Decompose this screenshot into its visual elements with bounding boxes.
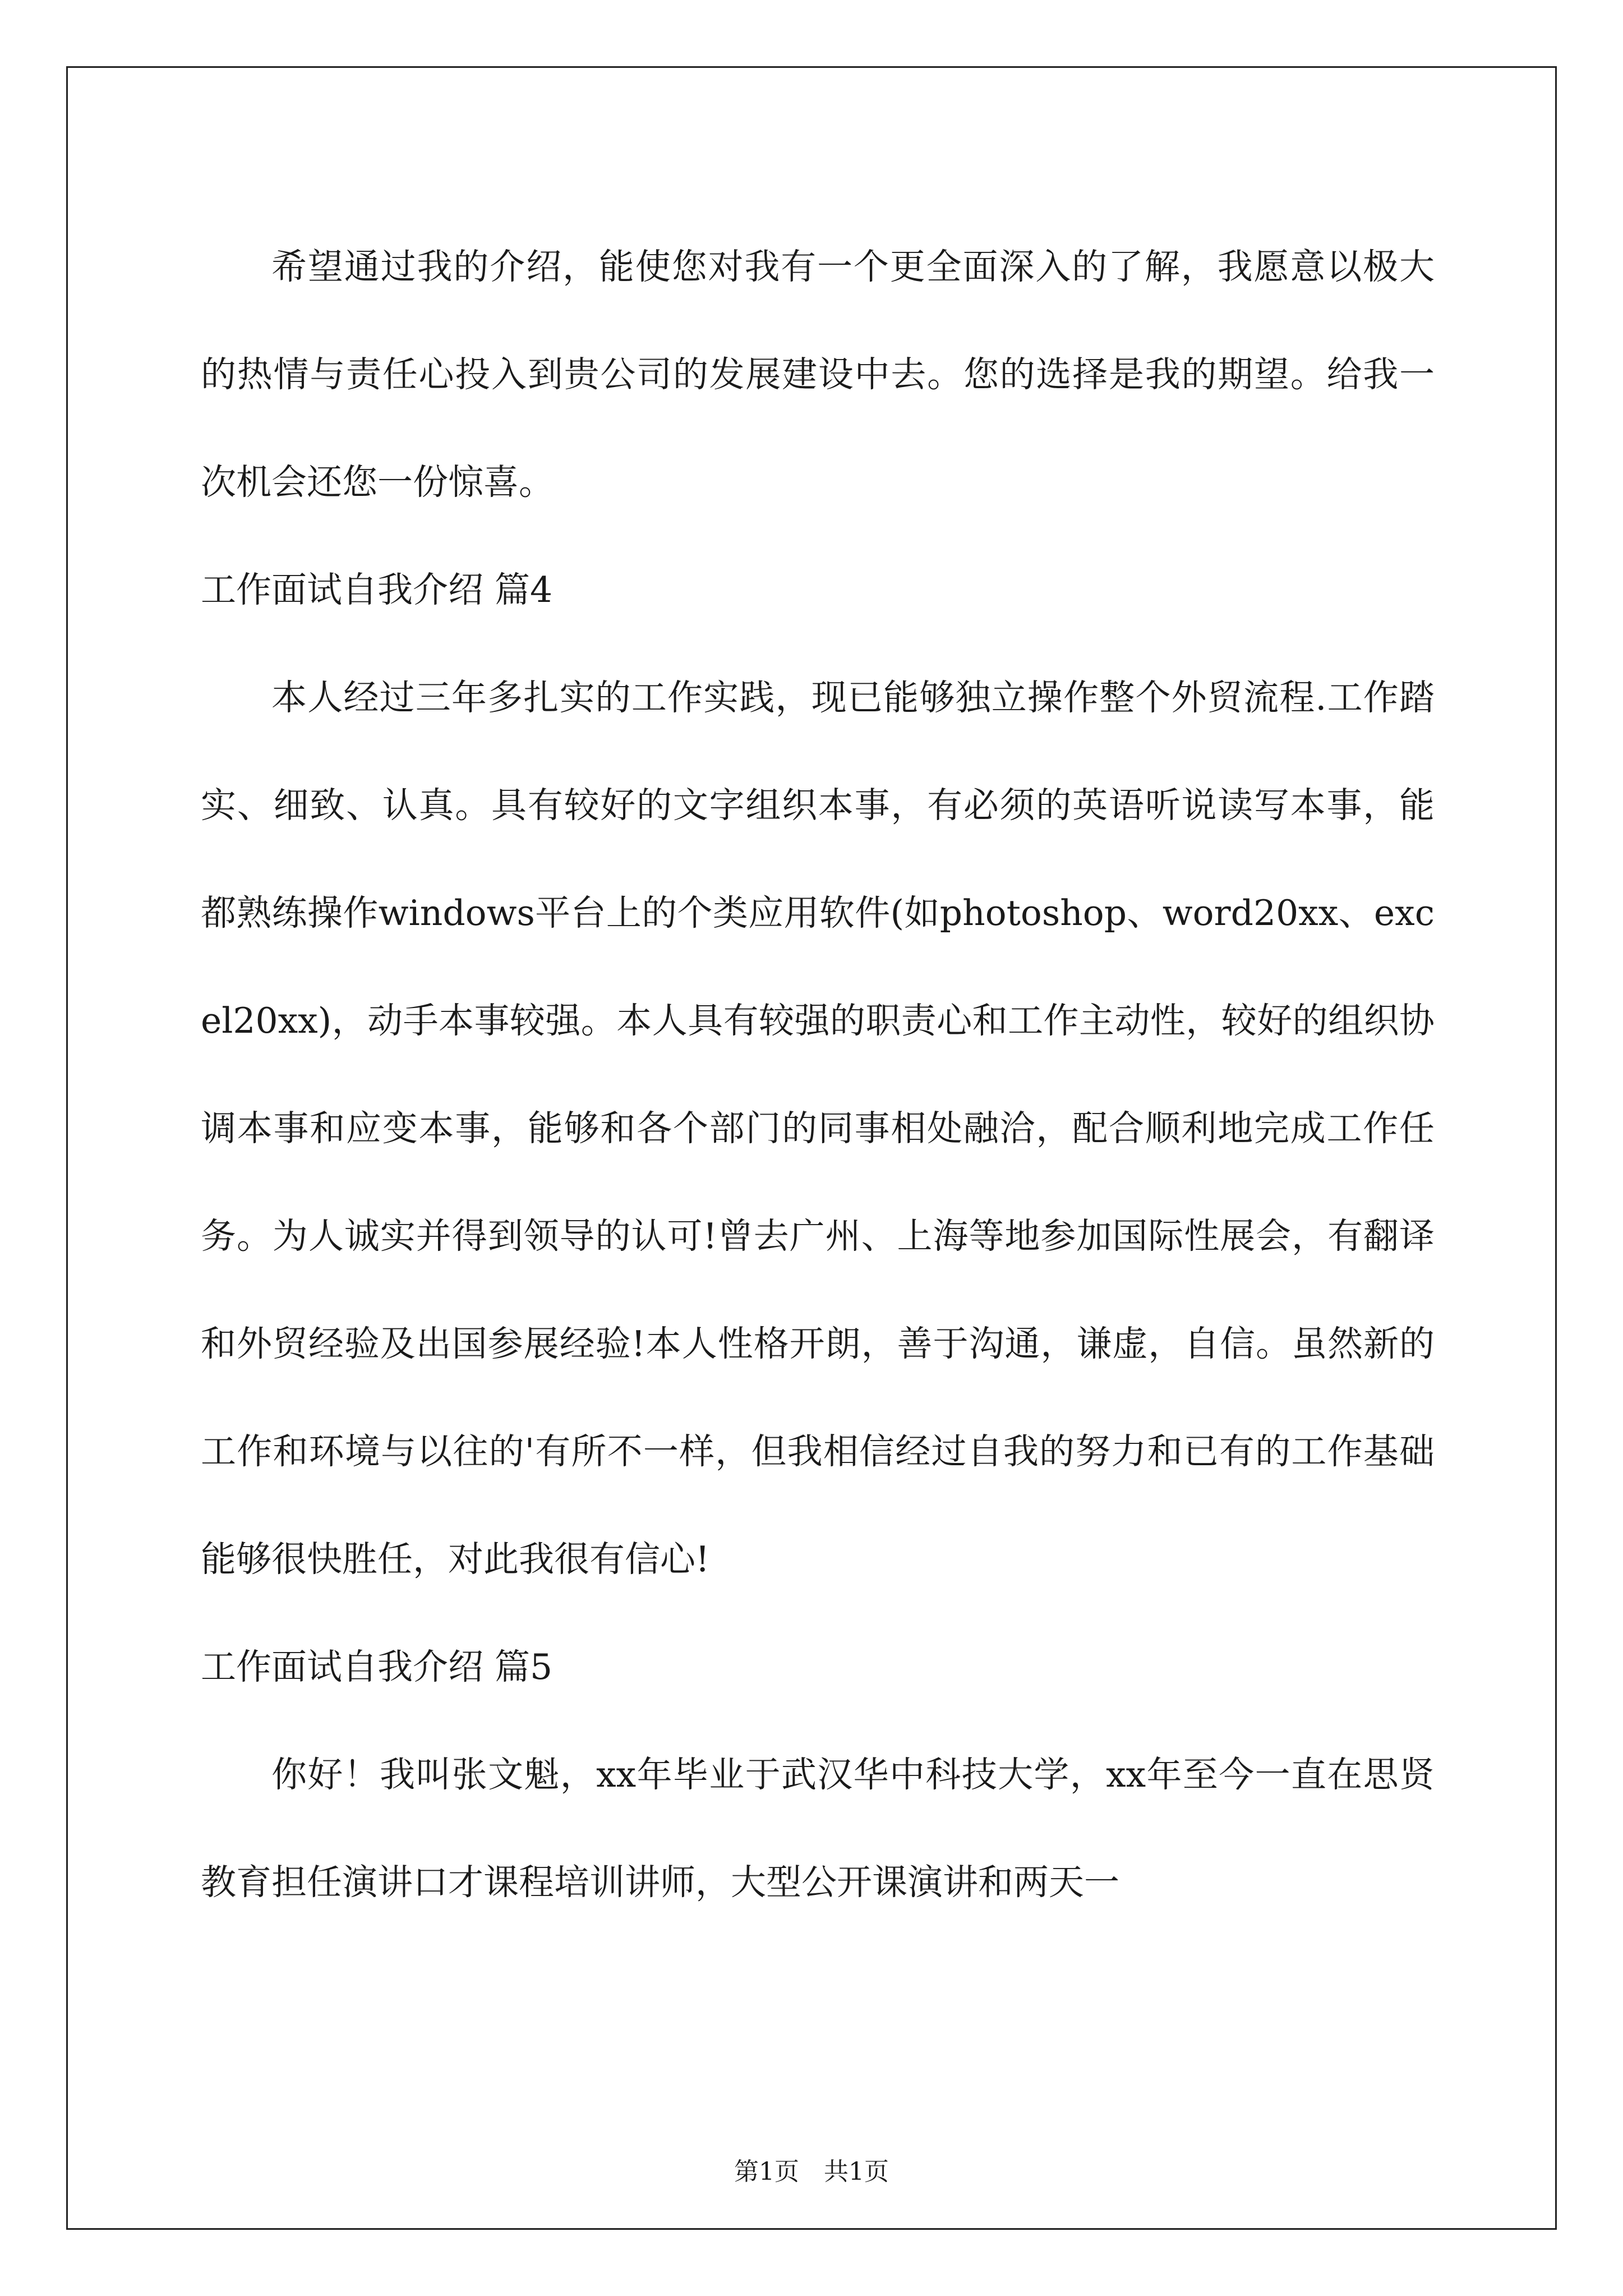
section-heading-4: 工作面试自我介绍 篇4 (201, 569, 553, 610)
paragraph-section-4: 本人经过三年多扎实的工作实践，现已能够独立操作整个外贸流程.工作踏实、细致、认真。具有较好的文字组织本事，有必须的英语听说读写本事，能都熟练操作windows平台上的个类应用软件(如photoshop、word20xx、excel20xx)，动手本事较强。本人具有较强的职责心和工作主动性，较好的组织协调本事和应变本事，能够和各个部门的同事相处融洽，配合顺利地完成工作任务。为人诚实并得到领导的认可!曾去广州、上海等地参加国际性展会，有翻译和外贸经验及出国参展经验!本人性格开朗，善于沟通，谦虚，自信。虽然新的工作和环境与以往的'有所不一样，但我相信经过自我的努力和已有的工作基础能够很快胜任，对此我很有信心! (201, 677, 1435, 1580)
paragraph-section-5: 你好！我叫张文魁，xx年毕业于武汉华中科技大学，xx年至今一直在思贤教育担任演讲口才课程培训讲师，大型公开课演讲和两天一 (201, 1754, 1435, 1903)
document-body (201, 213, 1435, 1936)
section-heading-5: 工作面试自我介绍 篇5 (201, 1646, 553, 1687)
page-number-footer: 第1页 共1页 (734, 2157, 889, 2186)
paragraph-closing: 希望通过我的介绍，能使您对我有一个更全面深入的了解，我愿意以极大的热情与责任心投入到贵公司的发展建设中去。您的选择是我的期望。给我一次机会还您一份惊喜。 (201, 246, 1435, 503)
